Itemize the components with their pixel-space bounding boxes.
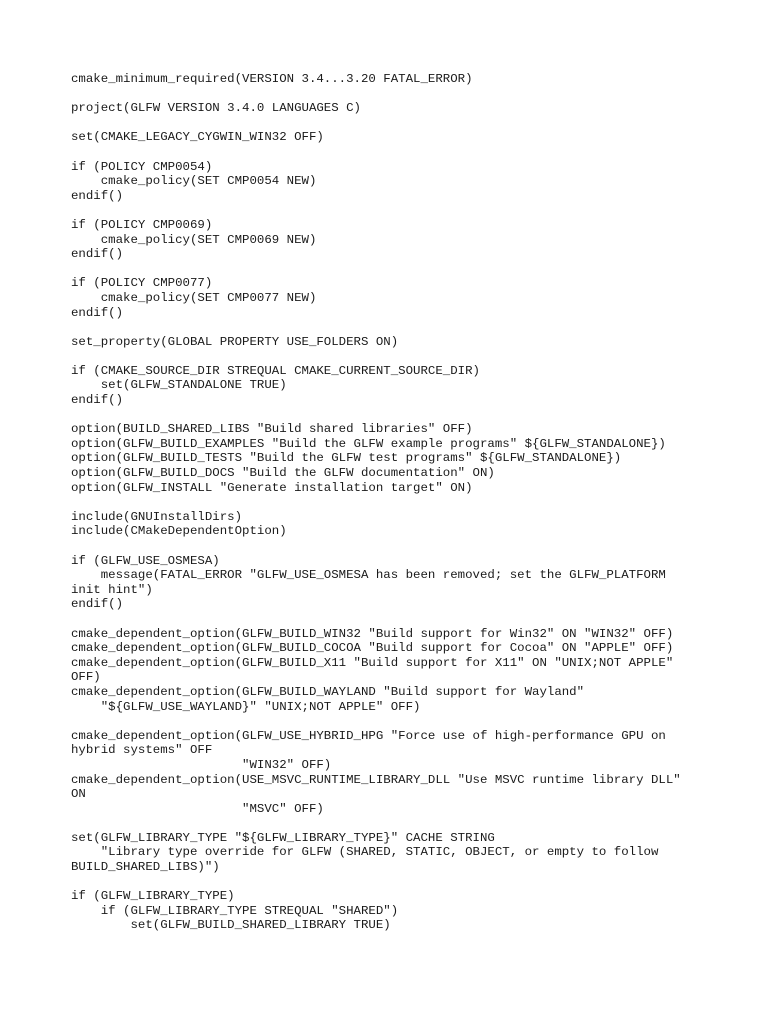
code-line <box>71 539 711 554</box>
code-line: "Library type override for GLFW (SHARED, STATIC, OBJECT, or empty to follow <box>71 845 659 860</box>
code-line: project(GLFW VERSION 3.4.0 LANGUAGES C) <box>71 101 361 116</box>
code-line: set_property(GLOBAL PROPERTY USE_FOLDERS ON) <box>71 334 399 349</box>
code-line: init hint") <box>71 582 153 597</box>
code-line: if (POLICY CMP0054) <box>71 159 213 174</box>
code-line: endif() <box>71 247 124 262</box>
code-line: set(GLFW_BUILD_SHARED_LIBRARY TRUE) <box>71 918 391 933</box>
code-line: message(FATAL_ERROR "GLFW_USE_OSMESA has been removed; set the GLFW_PLATFORM <box>71 568 666 583</box>
code-line: if (GLFW_LIBRARY_TYPE STREQUAL "SHARED") <box>71 903 399 918</box>
code-line <box>71 87 711 102</box>
code-line: cmake_dependent_option(GLFW_BUILD_X11 "Build support for X11" ON "UNIX;NOT APPLE" <box>71 655 674 670</box>
code-line <box>71 349 711 364</box>
code-line: ON <box>71 787 86 802</box>
code-line: cmake_dependent_option(GLFW_BUILD_COCOA "Build support for Cocoa" ON "APPLE" OFF) <box>71 641 674 656</box>
code-line: set(CMAKE_LEGACY_CYGWIN_WIN32 OFF) <box>71 130 324 145</box>
code-line: endif() <box>71 597 124 612</box>
code-line <box>71 408 711 423</box>
code-line: if (CMAKE_SOURCE_DIR STREQUAL CMAKE_CURRENT_SOURCE_DIR) <box>71 363 480 378</box>
code-line: cmake_dependent_option(GLFW_BUILD_WIN32 "Build support for Win32" ON "WIN32" OFF) <box>71 626 674 641</box>
code-line: if (GLFW_USE_OSMESA) <box>71 553 220 568</box>
code-line: endif() <box>71 393 124 408</box>
code-line <box>71 612 711 627</box>
code-listing <box>71 72 711 933</box>
code-line <box>71 816 711 831</box>
code-line: include(CMakeDependentOption) <box>71 524 287 539</box>
code-line: cmake_policy(SET CMP0077 NEW) <box>71 290 317 305</box>
code-line: if (POLICY CMP0077) <box>71 276 213 291</box>
code-line: set(GLFW_STANDALONE TRUE) <box>71 378 287 393</box>
code-line <box>71 714 711 729</box>
code-line: "WIN32" OFF) <box>71 757 332 772</box>
code-line: cmake_minimum_required(VERSION 3.4...3.20 FATAL_ERROR) <box>71 72 473 86</box>
code-line: set(GLFW_LIBRARY_TYPE "${GLFW_LIBRARY_TYPE}" CACHE STRING <box>71 830 495 845</box>
code-line: OFF) <box>71 670 101 685</box>
code-line <box>71 320 711 335</box>
code-line: cmake_dependent_option(GLFW_BUILD_WAYLAND "Build support for Wayland" <box>71 684 585 699</box>
code-line <box>71 495 711 510</box>
code-line: option(GLFW_BUILD_DOCS "Build the GLFW documentation" ON) <box>71 466 495 481</box>
code-line: cmake_dependent_option(USE_MSVC_RUNTIME_LIBRARY_DLL "Use MSVC runtime library DLL" <box>71 772 681 787</box>
code-line: hybrid systems" OFF <box>71 743 213 758</box>
code-line: cmake_policy(SET CMP0069 NEW) <box>71 232 317 247</box>
code-line: endif() <box>71 188 124 203</box>
code-line <box>71 145 711 160</box>
code-line <box>71 203 711 218</box>
code-line: cmake_dependent_option(GLFW_USE_HYBRID_HPG "Force use of high-performance GPU on <box>71 728 666 743</box>
code-line: option(BUILD_SHARED_LIBS "Build shared libraries" OFF) <box>71 422 473 437</box>
code-line: BUILD_SHARED_LIBS)") <box>71 860 220 875</box>
code-line: endif() <box>71 305 124 320</box>
code-line: "${GLFW_USE_WAYLAND}" "UNIX;NOT APPLE" OFF) <box>71 699 421 714</box>
code-line: option(GLFW_BUILD_TESTS "Build the GLFW test programs" ${GLFW_STANDALONE}) <box>71 451 622 466</box>
code-line: if (POLICY CMP0069) <box>71 217 213 232</box>
code-line: option(GLFW_BUILD_EXAMPLES "Build the GLFW example programs" ${GLFW_STANDALONE}) <box>71 436 666 451</box>
code-line <box>71 116 711 131</box>
code-line: if (GLFW_LIBRARY_TYPE) <box>71 889 235 904</box>
code-line: "MSVC" OFF) <box>71 801 324 816</box>
code-line: option(GLFW_INSTALL "Generate installation target" ON) <box>71 480 473 495</box>
code-line: include(GNUInstallDirs) <box>71 509 243 524</box>
code-line: cmake_policy(SET CMP0054 NEW) <box>71 174 317 189</box>
code-line <box>71 875 711 890</box>
code-line <box>71 262 711 277</box>
